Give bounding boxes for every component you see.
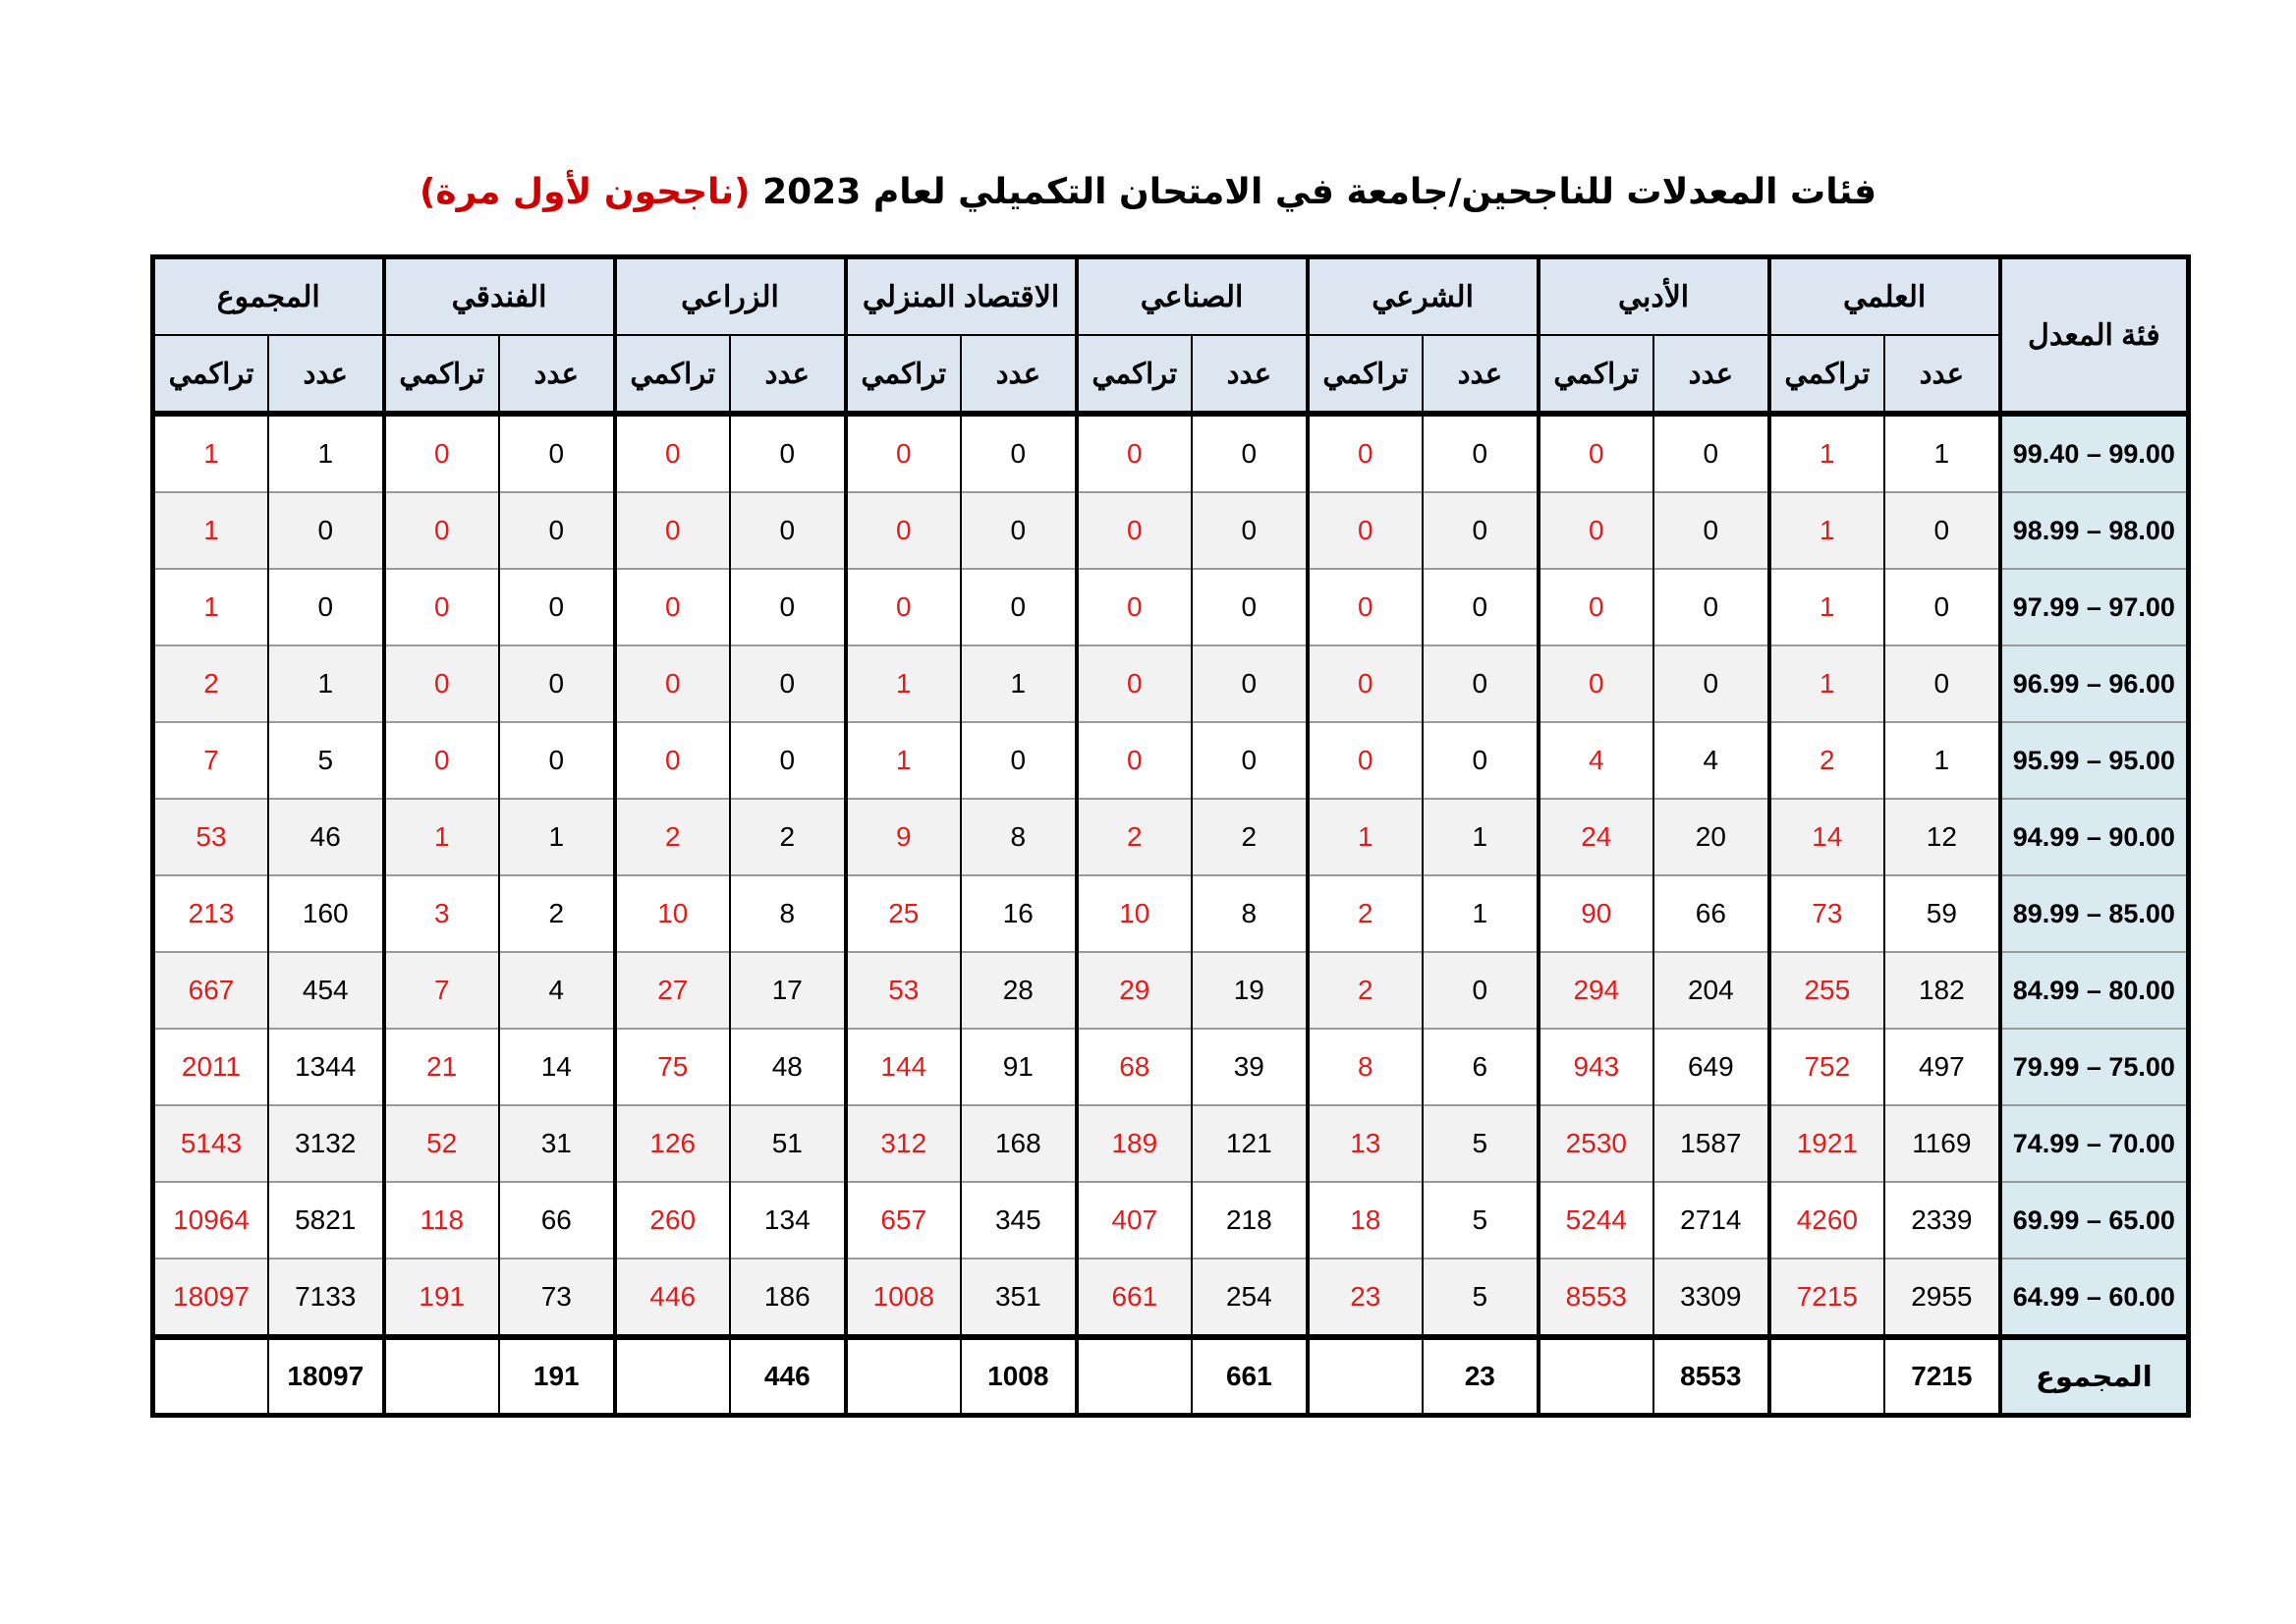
count-cell: 649 <box>1653 1029 1769 1105</box>
total-row <box>153 1337 2189 1416</box>
count-cell: 0 <box>961 722 1077 799</box>
count-cell: 0 <box>499 722 615 799</box>
group-header-agricultural: الزراعي <box>615 257 846 336</box>
sub-header-cumulative: تراكمي <box>846 335 962 414</box>
count-cell: 0 <box>961 414 1077 492</box>
table-row <box>153 1029 2189 1105</box>
cumulative-cell: 446 <box>615 1259 731 1337</box>
count-cell: 5821 <box>268 1182 384 1259</box>
group-header-home-economics: الاقتصاد المنزلي <box>846 257 1077 336</box>
cumulative-cell: 2 <box>153 645 269 722</box>
count-cell: 5 <box>1423 1182 1539 1259</box>
cumulative-cell: 1 <box>1308 799 1424 875</box>
cumulative-cell: 667 <box>153 952 269 1029</box>
sub-header-count: عدد <box>1653 335 1769 414</box>
cumulative-cell: 0 <box>1077 645 1193 722</box>
count-cell: 0 <box>499 645 615 722</box>
cumulative-cell: 0 <box>384 645 500 722</box>
group-header-sharia: الشرعي <box>1308 257 1539 336</box>
cumulative-cell: 75 <box>615 1029 731 1105</box>
cumulative-cell: 25 <box>846 875 962 952</box>
cumulative-cell: 0 <box>615 492 731 569</box>
sub-header-row <box>153 335 2189 414</box>
count-cell: 1 <box>961 645 1077 722</box>
count-cell: 1 <box>499 799 615 875</box>
count-cell: 46 <box>268 799 384 875</box>
cumulative-cell: 1 <box>1769 492 1885 569</box>
table-row <box>153 952 2189 1029</box>
count-cell: 16 <box>961 875 1077 952</box>
sub-header-cumulative: تراكمي <box>1077 335 1193 414</box>
cumulative-cell: 0 <box>384 492 500 569</box>
sub-header-cumulative: تراكمي <box>615 335 731 414</box>
cumulative-cell: 0 <box>1308 645 1424 722</box>
cumulative-cell: 2 <box>1769 722 1885 799</box>
sub-header-count: عدد <box>268 335 384 414</box>
cumulative-cell: 10 <box>1077 875 1193 952</box>
table-row <box>153 799 2189 875</box>
sub-header-count: عدد <box>1884 335 2000 414</box>
cumulative-cell: 2 <box>615 799 731 875</box>
count-cell: 0 <box>1423 569 1539 645</box>
cumulative-cell: 7 <box>153 722 269 799</box>
total-empty-cell <box>1308 1337 1424 1416</box>
count-cell: 351 <box>961 1259 1077 1337</box>
count-cell: 218 <box>1192 1182 1308 1259</box>
sub-header-cumulative: تراكمي <box>1308 335 1424 414</box>
count-cell: 4 <box>499 952 615 1029</box>
label-column-header: فئة المعدل <box>2000 257 2189 415</box>
count-cell: 1 <box>268 414 384 492</box>
cumulative-cell: 0 <box>384 722 500 799</box>
count-cell: 1 <box>1884 722 2000 799</box>
count-cell: 5 <box>268 722 384 799</box>
count-cell: 182 <box>1884 952 2000 1029</box>
count-cell: 0 <box>1192 414 1308 492</box>
cumulative-cell: 0 <box>615 645 731 722</box>
cumulative-cell: 2 <box>1308 952 1424 1029</box>
cumulative-cell: 18 <box>1308 1182 1424 1259</box>
cumulative-cell: 1008 <box>846 1259 962 1337</box>
count-cell: 168 <box>961 1105 1077 1182</box>
count-cell: 0 <box>730 645 846 722</box>
cumulative-cell: 0 <box>384 569 500 645</box>
count-cell: 345 <box>961 1182 1077 1259</box>
sub-header-cumulative: تراكمي <box>1769 335 1885 414</box>
group-header-total: المجموع <box>153 257 384 336</box>
cumulative-cell: 0 <box>846 569 962 645</box>
count-cell: 0 <box>730 569 846 645</box>
total-count-cell: 191 <box>499 1337 615 1416</box>
cumulative-cell: 1 <box>384 799 500 875</box>
count-cell: 0 <box>1423 414 1539 492</box>
total-count-cell: 446 <box>730 1337 846 1416</box>
count-cell: 48 <box>730 1029 846 1105</box>
cumulative-cell: 29 <box>1077 952 1193 1029</box>
count-cell: 7133 <box>268 1259 384 1337</box>
cumulative-cell: 943 <box>1539 1029 1654 1105</box>
grade-range-label: 96.99 – 96.00 <box>2000 645 2189 722</box>
cumulative-cell: 294 <box>1539 952 1654 1029</box>
count-cell: 2339 <box>1884 1182 2000 1259</box>
cumulative-cell: 68 <box>1077 1029 1193 1105</box>
count-cell: 0 <box>1884 569 2000 645</box>
table-row <box>153 1259 2189 1337</box>
cumulative-cell: 10 <box>615 875 731 952</box>
count-cell: 0 <box>499 414 615 492</box>
cumulative-cell: 73 <box>1769 875 1885 952</box>
table-row <box>153 492 2189 569</box>
cumulative-cell: 8 <box>1308 1029 1424 1105</box>
cumulative-cell: 53 <box>846 952 962 1029</box>
count-cell: 0 <box>1423 722 1539 799</box>
count-cell: 0 <box>730 414 846 492</box>
count-cell: 0 <box>1192 645 1308 722</box>
grade-range-label: 69.99 – 65.00 <box>2000 1182 2189 1259</box>
cumulative-cell: 255 <box>1769 952 1885 1029</box>
cumulative-cell: 2 <box>1077 799 1193 875</box>
cumulative-cell: 126 <box>615 1105 731 1182</box>
cumulative-cell: 1 <box>1769 645 1885 722</box>
count-cell: 0 <box>1423 492 1539 569</box>
count-cell: 1587 <box>1653 1105 1769 1182</box>
grade-range-label: 95.99 – 95.00 <box>2000 722 2189 799</box>
count-cell: 1 <box>1423 875 1539 952</box>
count-cell: 14 <box>499 1029 615 1105</box>
cumulative-cell: 7215 <box>1769 1259 1885 1337</box>
count-cell: 5 <box>1423 1259 1539 1337</box>
grade-range-label: 74.99 – 70.00 <box>2000 1105 2189 1182</box>
count-cell: 0 <box>961 569 1077 645</box>
cumulative-cell: 213 <box>153 875 269 952</box>
count-cell: 0 <box>1884 492 2000 569</box>
total-count-cell: 23 <box>1423 1337 1539 1416</box>
cumulative-cell: 1 <box>846 722 962 799</box>
total-empty-cell <box>1539 1337 1654 1416</box>
table-row <box>153 1105 2189 1182</box>
count-cell: 19 <box>1192 952 1308 1029</box>
count-cell: 0 <box>1192 569 1308 645</box>
count-cell: 4 <box>1653 722 1769 799</box>
count-cell: 0 <box>730 492 846 569</box>
count-cell: 0 <box>499 492 615 569</box>
total-empty-cell <box>384 1337 500 1416</box>
grade-distribution-table <box>150 254 2191 1418</box>
cumulative-cell: 0 <box>615 569 731 645</box>
table-row <box>153 414 2189 492</box>
cumulative-cell: 0 <box>615 414 731 492</box>
total-empty-cell <box>615 1337 731 1416</box>
count-cell: 0 <box>1653 569 1769 645</box>
cumulative-cell: 144 <box>846 1029 962 1105</box>
cumulative-cell: 0 <box>846 414 962 492</box>
sub-header-count: عدد <box>961 335 1077 414</box>
cumulative-cell: 1 <box>1769 569 1885 645</box>
count-cell: 2 <box>1192 799 1308 875</box>
count-cell: 1344 <box>268 1029 384 1105</box>
cumulative-cell: 0 <box>1308 722 1424 799</box>
cumulative-cell: 10964 <box>153 1182 269 1259</box>
cumulative-cell: 1921 <box>1769 1105 1885 1182</box>
group-header-literary: الأدبي <box>1539 257 1769 336</box>
count-cell: 0 <box>1423 645 1539 722</box>
sub-header-count: عدد <box>499 335 615 414</box>
count-cell: 3132 <box>268 1105 384 1182</box>
count-cell: 0 <box>1653 414 1769 492</box>
page-title <box>0 165 2296 220</box>
cumulative-cell: 0 <box>1308 414 1424 492</box>
cumulative-cell: 0 <box>1539 492 1654 569</box>
cumulative-cell: 0 <box>1077 722 1193 799</box>
count-cell: 0 <box>268 492 384 569</box>
grade-range-label: 79.99 – 75.00 <box>2000 1029 2189 1105</box>
grade-range-label: 89.99 – 85.00 <box>2000 875 2189 952</box>
cumulative-cell: 9 <box>846 799 962 875</box>
count-cell: 2 <box>499 875 615 952</box>
total-empty-cell <box>846 1337 962 1416</box>
grade-range-label: 94.99 – 90.00 <box>2000 799 2189 875</box>
cumulative-cell: 0 <box>1077 414 1193 492</box>
grade-range-label: 99.40 – 99.00 <box>2000 414 2189 492</box>
count-cell: 160 <box>268 875 384 952</box>
count-cell: 1169 <box>1884 1105 2000 1182</box>
total-empty-cell <box>153 1337 269 1416</box>
count-cell: 0 <box>1653 492 1769 569</box>
cumulative-cell: 4 <box>1539 722 1654 799</box>
total-empty-cell <box>1769 1337 1885 1416</box>
cumulative-cell: 260 <box>615 1182 731 1259</box>
grade-range-label: 98.99 – 98.00 <box>2000 492 2189 569</box>
grade-range-label: 84.99 – 80.00 <box>2000 952 2189 1029</box>
group-header-row <box>153 257 2189 336</box>
count-cell: 0 <box>1192 492 1308 569</box>
group-header-hotel: الفندقي <box>384 257 615 336</box>
count-cell: 0 <box>268 569 384 645</box>
count-cell: 134 <box>730 1182 846 1259</box>
count-cell: 204 <box>1653 952 1769 1029</box>
total-empty-cell <box>1077 1337 1193 1416</box>
count-cell: 8 <box>961 799 1077 875</box>
cumulative-cell: 1 <box>153 492 269 569</box>
cumulative-cell: 407 <box>1077 1182 1193 1259</box>
count-cell: 20 <box>1653 799 1769 875</box>
sub-header-cumulative: تراكمي <box>153 335 269 414</box>
count-cell: 0 <box>730 722 846 799</box>
total-count-cell: 18097 <box>268 1337 384 1416</box>
table-row <box>153 645 2189 722</box>
cumulative-cell: 53 <box>153 799 269 875</box>
cumulative-cell: 5244 <box>1539 1182 1654 1259</box>
cumulative-cell: 0 <box>1539 569 1654 645</box>
title-main: فئات المعدلات للناجحين/جامعة في الامتحان التكميلي لعام 2023 <box>750 172 1877 212</box>
title-highlight: (ناجحون لأول مرة) <box>419 172 751 212</box>
cumulative-cell: 14 <box>1769 799 1885 875</box>
grade-range-label: 97.99 – 97.00 <box>2000 569 2189 645</box>
count-cell: 8 <box>1192 875 1308 952</box>
count-cell: 39 <box>1192 1029 1308 1105</box>
sub-header-count: عدد <box>1423 335 1539 414</box>
cumulative-cell: 0 <box>1077 569 1193 645</box>
table-row <box>153 569 2189 645</box>
count-cell: 51 <box>730 1105 846 1182</box>
cumulative-cell: 21 <box>384 1029 500 1105</box>
cumulative-cell: 312 <box>846 1105 962 1182</box>
cumulative-cell: 7 <box>384 952 500 1029</box>
cumulative-cell: 0 <box>615 722 731 799</box>
count-cell: 2714 <box>1653 1182 1769 1259</box>
count-cell: 3309 <box>1653 1259 1769 1337</box>
count-cell: 12 <box>1884 799 2000 875</box>
sub-header-cumulative: تراكمي <box>1539 335 1654 414</box>
sub-header-count: عدد <box>730 335 846 414</box>
count-cell: 186 <box>730 1259 846 1337</box>
cumulative-cell: 52 <box>384 1105 500 1182</box>
cumulative-cell: 191 <box>384 1259 500 1337</box>
count-cell: 5 <box>1423 1105 1539 1182</box>
group-header-scientific: العلمي <box>1769 257 2000 336</box>
total-count-cell: 661 <box>1192 1337 1308 1416</box>
cumulative-cell: 0 <box>1308 492 1424 569</box>
cumulative-cell: 2530 <box>1539 1105 1654 1182</box>
count-cell: 91 <box>961 1029 1077 1105</box>
cumulative-cell: 23 <box>1308 1259 1424 1337</box>
cumulative-cell: 657 <box>846 1182 962 1259</box>
count-cell: 121 <box>1192 1105 1308 1182</box>
table-row <box>153 875 2189 952</box>
table-body <box>153 414 2189 1416</box>
sub-header-count: عدد <box>1192 335 1308 414</box>
cumulative-cell: 118 <box>384 1182 500 1259</box>
count-cell: 66 <box>1653 875 1769 952</box>
cumulative-cell: 2 <box>1308 875 1424 952</box>
cumulative-cell: 0 <box>1308 569 1424 645</box>
table-row <box>153 1182 2189 1259</box>
count-cell: 66 <box>499 1182 615 1259</box>
count-cell: 497 <box>1884 1029 2000 1105</box>
total-count-cell: 1008 <box>961 1337 1077 1416</box>
count-cell: 0 <box>1884 645 2000 722</box>
table-row <box>153 722 2189 799</box>
cumulative-cell: 1 <box>153 414 269 492</box>
count-cell: 454 <box>268 952 384 1029</box>
cumulative-cell: 4260 <box>1769 1182 1885 1259</box>
cumulative-cell: 1 <box>1769 414 1885 492</box>
count-cell: 0 <box>961 492 1077 569</box>
sub-header-cumulative: تراكمي <box>384 335 500 414</box>
cumulative-cell: 0 <box>1539 414 1654 492</box>
cumulative-cell: 2011 <box>153 1029 269 1105</box>
cumulative-cell: 752 <box>1769 1029 1885 1105</box>
count-cell: 73 <box>499 1259 615 1337</box>
count-cell: 59 <box>1884 875 2000 952</box>
cumulative-cell: 189 <box>1077 1105 1193 1182</box>
count-cell: 1 <box>1423 799 1539 875</box>
count-cell: 2955 <box>1884 1259 2000 1337</box>
total-count-cell: 8553 <box>1653 1337 1769 1416</box>
count-cell: 6 <box>1423 1029 1539 1105</box>
cumulative-cell: 0 <box>384 414 500 492</box>
count-cell: 31 <box>499 1105 615 1182</box>
cumulative-cell: 5143 <box>153 1105 269 1182</box>
total-count-cell: 7215 <box>1884 1337 2000 1416</box>
cumulative-cell: 27 <box>615 952 731 1029</box>
cumulative-cell: 18097 <box>153 1259 269 1337</box>
count-cell: 8 <box>730 875 846 952</box>
count-cell: 28 <box>961 952 1077 1029</box>
cumulative-cell: 90 <box>1539 875 1654 952</box>
total-label: المجموع <box>2000 1337 2189 1416</box>
count-cell: 0 <box>499 569 615 645</box>
cumulative-cell: 24 <box>1539 799 1654 875</box>
grade-range-label: 64.99 – 60.00 <box>2000 1259 2189 1337</box>
cumulative-cell: 661 <box>1077 1259 1193 1337</box>
count-cell: 1 <box>1884 414 2000 492</box>
cumulative-cell: 0 <box>846 492 962 569</box>
count-cell: 254 <box>1192 1259 1308 1337</box>
count-cell: 1 <box>268 645 384 722</box>
group-header-industrial: الصناعي <box>1077 257 1308 336</box>
count-cell: 0 <box>1653 645 1769 722</box>
count-cell: 0 <box>1423 952 1539 1029</box>
count-cell: 2 <box>730 799 846 875</box>
count-cell: 17 <box>730 952 846 1029</box>
cumulative-cell: 0 <box>1539 645 1654 722</box>
cumulative-cell: 1 <box>846 645 962 722</box>
count-cell: 0 <box>1192 722 1308 799</box>
cumulative-cell: 0 <box>1077 492 1193 569</box>
cumulative-cell: 13 <box>1308 1105 1424 1182</box>
cumulative-cell: 3 <box>384 875 500 952</box>
cumulative-cell: 1 <box>153 569 269 645</box>
cumulative-cell: 8553 <box>1539 1259 1654 1337</box>
